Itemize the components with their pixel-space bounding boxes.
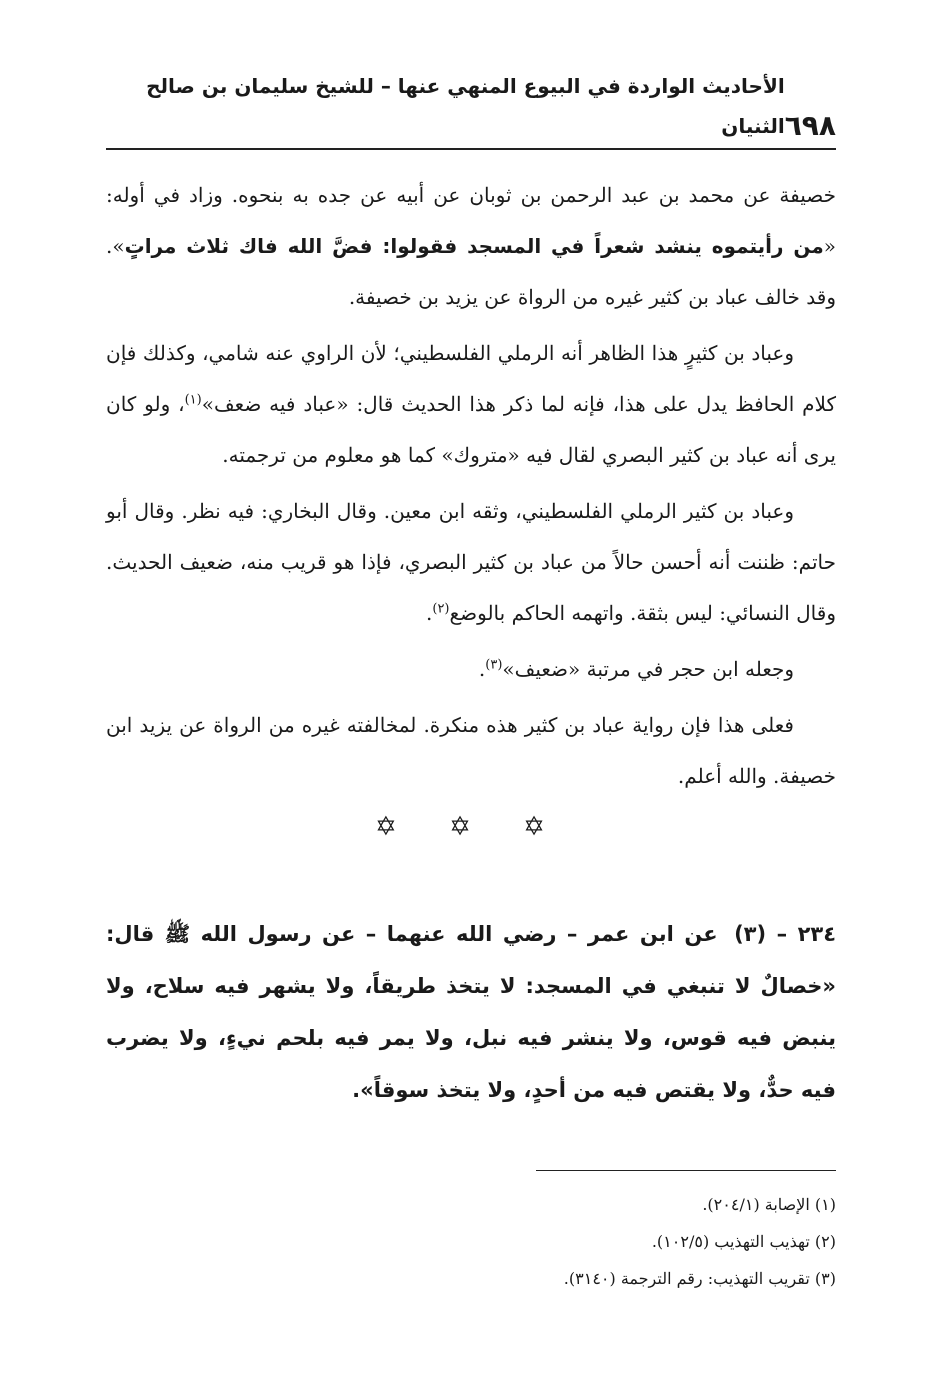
footnote-2: (٢) تهذيب التهذيب (١٠٢/٥). — [651, 1232, 836, 1251]
running-title: الأحاديث الواردة في البيوع المنهي عنها – للشيخ سليمان بن صالح الثنيان — [146, 74, 785, 138]
paragraph — [106, 328, 836, 481]
hadith-block — [106, 908, 836, 1116]
footnote-1: (١) الإصابة (٢٠٤/١). — [702, 1195, 836, 1214]
quoted-text: من رأيتموه ينشد شعراً في المسجد فقولوا: فضَّ الله فاك ثلاث مراتٍ — [124, 234, 824, 258]
text-segment: وجعله ابن حجر في مرتبة «ضعيف» — [502, 657, 794, 681]
page-number: ٦٩٨ — [784, 109, 836, 142]
book-page — [106, 0, 836, 1380]
footnote-3: (٣) تقريب التهذيب: رقم الترجمة (٣١٤٠). — [563, 1269, 836, 1288]
footnotes — [106, 1186, 836, 1297]
hadith-text: عن ابن عمر – رضي الله عنهما – عن رسول الله ﷺ قال: «خصالٌ لا تنبغي في المسجد: لا يتخذ طريقاً، ولا يشهر فيه سلاح، ولا ينبض فيه قوس، ولا ينشر فيه نبل، ولا يمر فيه بلحم نيءٍ، ولا يضرب فيه حدٌّ، ولا يقتص فيه من أحدٍ، ولا يتخذ سوقاً». — [106, 922, 836, 1102]
text-segment: وعباد بن كثير الرملي الفلسطيني، وثقه ابن معين. وقال البخاري: فيه نظر. وقال أبو حاتم: ظننت أنه أحسن حالاً من عباد بن كثير البصري، فإذا هو قريب منه، ضعيف الحديث. وقال النسائي: ليس بثقة. واتهمه الحاكم بالوضع — [106, 499, 836, 625]
footnote-divider — [536, 1170, 836, 1171]
text-segment: ، ولو كان يرى أنه عباد بن كثير البصري لقال فيه «متروك» كما هو معلوم من ترجمته. — [106, 392, 836, 467]
footnote-marker: (٢) — [432, 601, 450, 617]
star-ornament-icon: ✡ ✡ ✡ — [375, 812, 567, 842]
hadith-number: ٢٣٤ – (٣) — [734, 922, 837, 946]
paragraph — [106, 486, 836, 639]
main-text — [106, 170, 836, 849]
paragraph — [106, 644, 836, 695]
text-segment: فعلى هذا فإن رواية عباد بن كثير هذه منكرة. لمخالفته غيره من الرواة عن يزيد ابن خصيفة. والله أعلم. — [106, 713, 836, 788]
text-segment: . — [478, 657, 486, 681]
text-segment: خصيفة عن محمد بن عبد الرحمن بن ثوبان عن أبيه عن جده به بنحوه. وزاد في أوله: « — [106, 183, 836, 258]
text-segment: ». وقد خالف عباد بن كثير غيره من الرواة عن يزيد بن خصيفة. — [106, 234, 836, 309]
footnote-marker: (٣) — [485, 657, 503, 673]
text-segment: وعباد بن كثيرٍ هذا الظاهر أنه الرملي الفلسطيني؛ لأن الراوي عنه شامي، وكذلك فإن كلام الحافظ يدل على هذا، فإنه لما ذكر هذا الحديث قال: «عباد فيه ضعف» — [106, 341, 836, 416]
paragraph-list — [106, 170, 836, 802]
text-segment: . — [426, 601, 433, 625]
paragraph — [106, 170, 836, 323]
page-header — [106, 74, 836, 150]
paragraph — [106, 700, 836, 802]
footnote-marker: (١) — [184, 392, 202, 408]
